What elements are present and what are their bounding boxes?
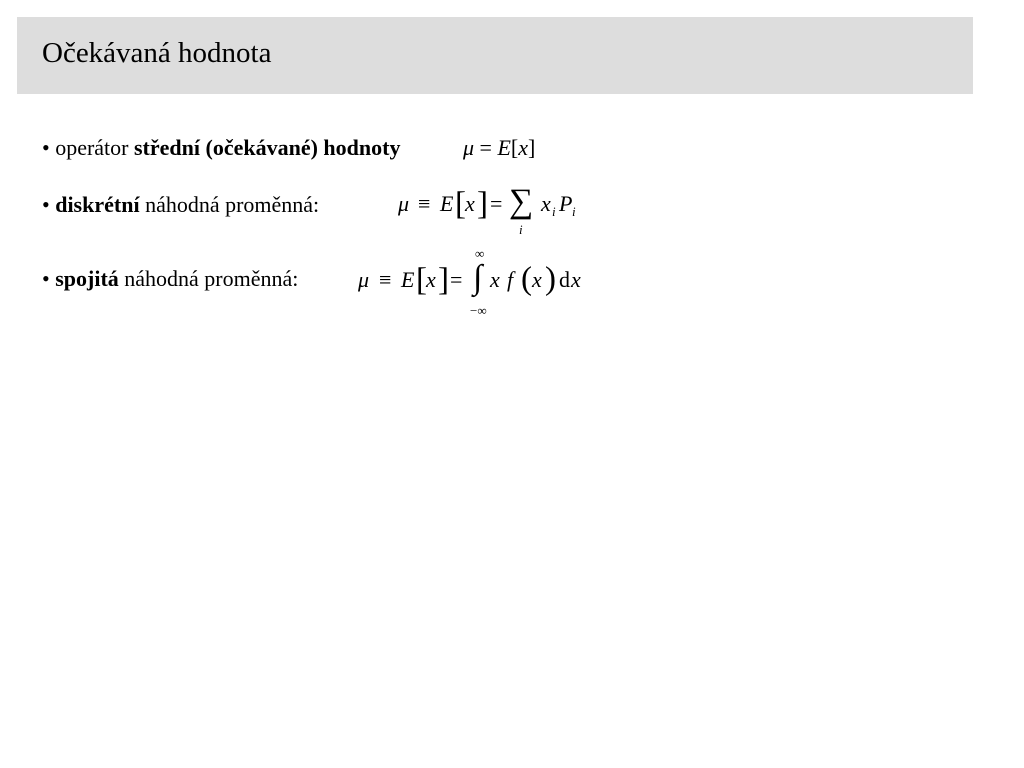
bullet-item-discrete xyxy=(42,192,319,218)
formula-equiv: ≡ xyxy=(418,191,431,216)
formula-left-bracket: [ xyxy=(455,186,466,222)
formula-left-bracket: [ xyxy=(510,135,519,160)
formula-E: E xyxy=(497,135,511,160)
bullet-item-continuous xyxy=(42,266,298,292)
formula-x-term: x xyxy=(490,267,500,292)
formula-right-paren: ) xyxy=(545,261,556,297)
formula-f: f xyxy=(507,267,514,292)
formula-integral-sign: ∫ xyxy=(473,259,483,296)
formula-P-subscript: i xyxy=(572,204,576,219)
formula-sum-sign: ∑ xyxy=(509,183,534,220)
item-text-bold: spojitá xyxy=(55,266,119,291)
formula-mu: μ xyxy=(463,135,475,160)
formula-right-bracket: ] xyxy=(528,135,536,160)
formula-sum-index: i xyxy=(519,222,523,237)
formula-fx: x xyxy=(532,267,542,292)
formula-equiv: ≡ xyxy=(379,267,392,292)
title-bar xyxy=(17,17,973,94)
formula-expectation-operator xyxy=(463,135,535,161)
item-text-bold: diskrétní xyxy=(55,192,140,217)
formula-E: E xyxy=(401,267,415,292)
formula-equals: = xyxy=(490,191,503,216)
formula-equals: = xyxy=(450,267,463,292)
formula-P-term: P xyxy=(559,191,573,216)
bullet: • xyxy=(42,192,50,217)
bullet-item-operator xyxy=(42,135,400,161)
formula-integral-upper-limit: ∞ xyxy=(475,246,485,261)
formula-right-bracket: ] xyxy=(438,262,449,298)
formula-equals: = xyxy=(479,135,492,160)
formula-x: x xyxy=(426,267,436,292)
slide-title: Očekávaná hodnota xyxy=(42,37,272,69)
formula-x-subscript: i xyxy=(552,204,556,219)
formula-mu: μ xyxy=(358,267,370,292)
bullet: • xyxy=(42,266,50,291)
formula-x: x xyxy=(518,135,529,160)
formula-E: E xyxy=(440,191,454,216)
item-text-normal: operátor xyxy=(55,135,129,160)
formula-dx: x xyxy=(571,267,581,292)
bullet: • xyxy=(42,135,50,160)
formula-x-term: x xyxy=(541,191,551,216)
formula-integral-lower-limit: −∞ xyxy=(470,303,487,318)
formula-mu: μ xyxy=(398,191,410,216)
item-text-normal: náhodná proměnná: xyxy=(124,266,299,291)
formula-x: x xyxy=(465,191,475,216)
formula-right-bracket: ] xyxy=(477,186,488,222)
formula-d: d xyxy=(559,267,570,292)
item-text-bold: střední (očekávané) hodnoty xyxy=(134,135,401,160)
formula-left-bracket: [ xyxy=(416,262,427,298)
formula-left-paren: ( xyxy=(521,261,532,297)
item-text-normal: náhodná proměnná: xyxy=(145,192,320,217)
